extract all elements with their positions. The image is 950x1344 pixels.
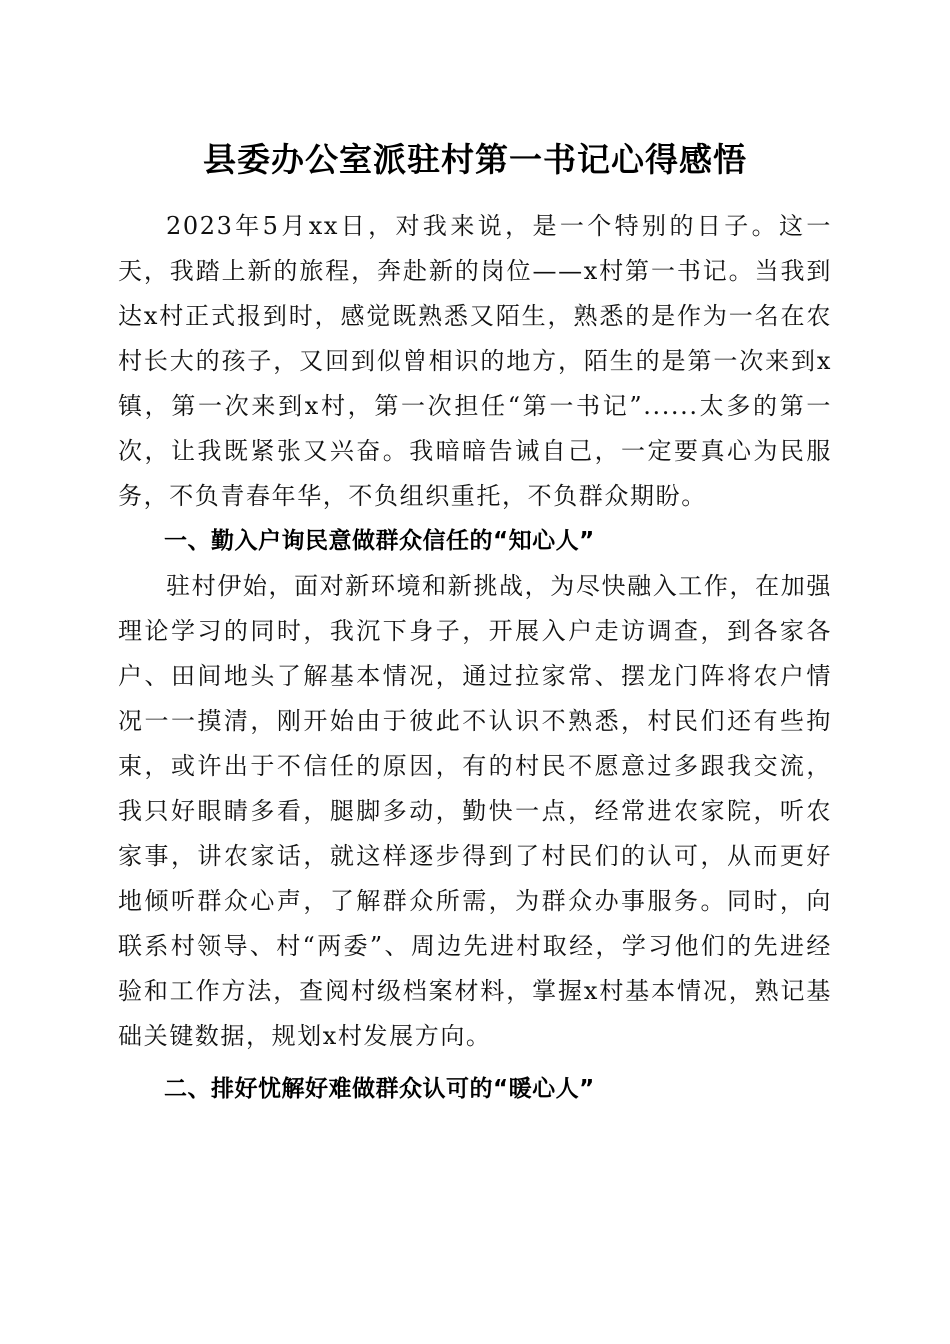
section-heading-1: 一、勤入户询民意做群众信任的“知心人” [164, 528, 595, 554]
document-title: 县委办公室派驻村第一书记心得感悟 [203, 140, 747, 179]
paragraph-intro: 2023年5月xx日，对我来说，是一个特别的日子。这一天，我踏上新的旅程，奔赴新的岗位——x村第一书记。当我到达x村正式报到时，感觉既熟悉又陌生，熟悉的是作为一名在农村长大的孩子，又回到似曾相识的地方，陌生的是第一次来到x镇，第一次来到x村，第一次担任“第一书记”......太多的第一次，让我既紧张又兴奋。我暗暗告诫自己，一定要真心为民服务，不负青春年华，不负组织重托，不负群众期盼。 [118, 212, 832, 510]
document-body [118, 204, 832, 1112]
section-heading-2: 二、排好忧解好难做群众认可的“暖心人” [164, 1076, 595, 1102]
paragraph-section-1: 驻村伊始，面对新环境和新挑战，为尽快融入工作，在加强理论学习的同时，我沉下身子，开展入户走访调查，到各家各户、田间地头了解基本情况，通过拉家常、摆龙门阵将农户情况一一摸清，刚开始由于彼此不认识不熟悉，村民们还有些拘束，或许出于不信任的原因，有的村民不愿意过多跟我交流，我只好眼睛多看，腿脚多动，勤快一点，经常进农家院，听农家事，讲农家话，就这样逐步得到了村民们的认可，从而更好地倾听群众心声，了解群众所需，为群众办事服务。同时，向联系村领导、村“两委”、周边先进村取经，学习他们的先进经验和工作方法，查阅村级档案材料，掌握x村基本情况，熟记基础关键数据，规划x村发展方向。 [118, 572, 832, 1050]
